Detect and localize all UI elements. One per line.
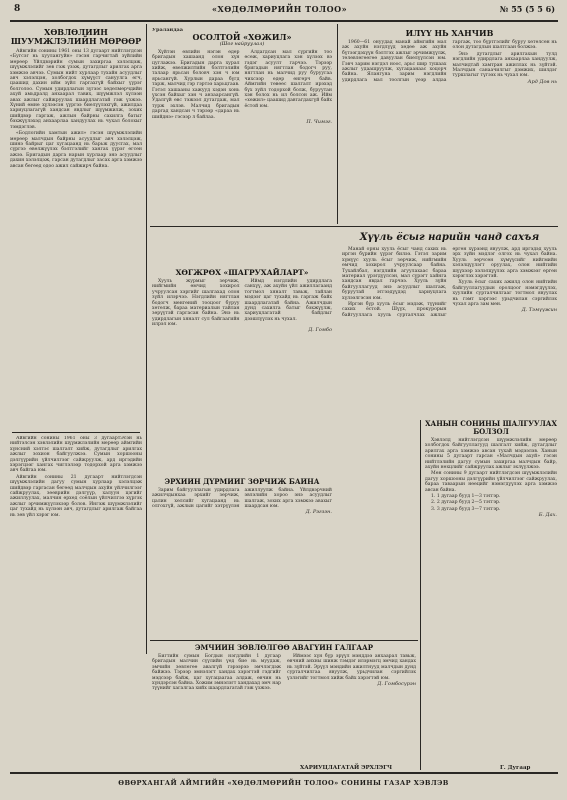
article-mid-center [152,268,332,468]
article-body: Энэ дутагдлыг арилгахын тулд нэгдлийн удирдлага анхаарлаа хандуулж, малчидтай хамтран ажиллах нь зүйтэй. Малчдын санаачилгыг дэмжих, шилдэг туршлагыг түгээх нь чухал юм. [452,51,557,79]
article-signature: Б. Дах. [538,512,557,519]
section-rule [150,640,418,641]
article-right-top [342,28,557,224]
article-body: Хууль ёсыг сахих ажилд олон нийтийн байгууллагуудын оролцоог нэмэгдүүлэх, хуулийн сурталчилгааг тогтмол явуулах нь гэмт хэргээс урьдчилан сэргийлэх чухал арга зам мөн. [452,280,557,308]
article-signature: Д. Рэгзэн. [305,509,332,516]
article-body: 1960—61 онуудад манай аймгийн мал аж ахуйн нэгдлүүд хөдөө аж ахуйн бүтээгдэхүүн бэлтгэх ажлыг эрчимжүүлж, төлөвлөгөөгөө давуулан биелүүлсэн юм. Гэвч зарим нэгдэл ноос, арьс шир тушаах ажлыг удаашруулж, хугацаанаас хоцорч байна. Ялангуяа зарим нэгдлийн удирдлага мал тоолгын үеэр алдаа гаргаж, тоо бүртгэлийг буруу хөтөлсөн нь олон дутагдлын шалтгаан болжээ. [342,40,557,83]
section-rule [12,432,140,433]
column-divider [337,24,338,224]
page-header [0,0,567,22]
article-title: ХӨВЛӨЛИЙН ШУУМЖЛЭЛИЙН МӨРӨӨР [10,28,142,46]
article-body: Хүйтэн өвлийн нэгэн өдөр бригадын хашаанд олон хүн цуглажээ. Бригадын дарга хурал хийж, өвөлжилтийн бэлтгэлийн талаар ярьсан боловч хэн ч юм ярьсангүй. Хурлын дараа бүгд тарж, малчид гэр гэртээ харьцгаав. Гэтэл хашааны хажууд хэдэн хонь үхсэн байхыг хэн ч анзаарсангүй. Удалгүй өвс тэжээл дутагдаж, мал турж эхлэв. Малчид бригадын даргад хандсан ч тэрээр «дараа нь шийднэ» гэсээр л байлаа. [152,49,240,120]
article-body: Иймд нэгдлийн удирдлага санхүү, аж ахуйн үйл ажиллагаанд тогтмол хяналт тавьж, тайлан мэдээг цаг тухайд нь гаргаж байх шаардлагатай байна. Ажилчдын дунд сахилга батыг бэхжүүлж, хариуцлагатай байдлыг дээшлүүлэх нь чухал. [244,279,332,322]
article-body: Алдагдсан мал сүргийн тоо өсөж, хариуцлага хэн хүлээх вэ гэдэг асуулт гарчээ. Тэрээр бригадын нягтлан бодогч руу, нягтлан нь малчид руу буруугаа чихсээр өдөр өнгөрч байв. Аймгийн төвөөс шалгалт ирэхэд бүх зүйл тодорхой болж, буруутан хэн болох нь ил болсон аж. Ийм «хөжил» цаашид давтагдахгүй байх ёстой юм. [244,49,332,109]
article-body: Иймээс хүн бүр эрүүл мэнддээ анхаарал тавьж, өвчний анхны шинж тэмдэг илэрмэгц эмчид хандах нь зүйтэй. Эрүүл мэндийн ажилтнууд малчдын дунд сурталчилгаа явуулж, урьдчилан сэргийлэх үзлэгийг тогтмол хийж байх хэрэгтэй юм. [287,654,416,681]
article-subtitle: (Шог найруулал) [219,41,265,48]
article-bottom-wide [152,644,416,764]
page-number: 8 [14,4,21,14]
article-mid-small [152,478,332,628]
article-body: Иргэн бүр хууль ёсыг мэдэж, түүнийг сахих ёстой. Шүүх, прокурорын байгууллага хууль сурталчлах ажлыг өргөн хүрээнд явуулж, ард иргэдэд хууль эрх зүйн мэдлэг олгох нь чухал байна. Хууль зөрчсөн хүмүүсийг нийгмийн хэлэлцүүлэгт оруулах, олон нийтийн шүүхээр хэлэлцүүлэх арга хэмжээг өргөн хэрэглэх хэрэгтэй. [342,247,557,318]
article-body: Бигтийн сумын Богдын нэгдлийн 1 дугаар бригадын малчин сүүлийн үед бие нь муудаж, эмчийн зөвлөгөө авалгүй гэрээрээ эмчлэгдэж байжээ. Тэрээр эмнэлэгт хандах хэрэгтэй гэдгийг мэдсээр байж, цаг хугацаагаа алдаж, өвчин нь хүндэрсэн байна. Хожим эмнэлэгт хандахад эмч нар түүнийг хагалгаа хийх шаардлагатай гэж үзжээ. [152,654,281,692]
article-left-top [10,28,142,428]
article-signature: Д. Гомбосүрэн [377,681,416,688]
article-title: ХАНЫН СОНИНЫ ШАЛГУУЛАХ БОЛЗОЛ [425,420,557,436]
article-body: Айвгийн сонины 1961 оны 13 дугаарт нийтлэгдсэн «Бугсэг нь хуулангуйн» гэсэн гарчигтай зүйлийн мөрөөр Үйлдвэрийн сумын захиргаа хэлэлцэж, шүүмжлэлийг зөв гэж үзэж, дутагдлыг арилгах арга хэмжээ авчээ. Сумын нийт хурлаар тухайн асуудлыг авч хэлэлцэн, холбогдох хүмүүст сануулга өгч, цаашид дахин ийм зүйл гаргахгүй байхыг үүрэг болголоо. Сумын удирдлагын зүгээс хөдөлмөрчдийн ахуй амьдралд анхаарал тавих, шүүмжлэл хүлээн авах ажлыг сайжруулах шаардлагатай гэж үзжээ. Хүний өмнө хүлээсэн үүргээ биелүүлэхгүй, ажилдаа хариуцлагагүй хандсан явдлыг шүүмжилж, зохих шийдвэр гаргаж, ажлын байрны сахилга батыг бэхжүүлэхэд анхаарлаа хандуулах нь чухал болохыг тэмдэглэв. [10,49,142,130]
article-body: Манай орны хууль ёсыг чанд сахих нь иргэн бүрийн үүрэг билээ. Гэтэл зарим хүмүүс хууль ёсыг зөрчиж, нийгмийн өмчид хохирол учруулсаар байна. Тухайлбал, нэгдлийн агуулахаас бараа материал үрэгдүүлсэн, мал сүрэгт хайнга хандсан явдал гарчээ. Хууль зүйн байгууллагууд энэ асуудлыг шалгаж, буруутай этгээдүүдэд хариуцлага хүлээлгэсэн юм. [342,247,447,301]
article-title: ОСОЛТОЙ «ХӨЖИЛ» [192,32,292,43]
article-title: ИЛҮҮ НЬ ХАНЧИВ [405,28,494,38]
article-body: Мөн сонины 9 дугаарт нийтлэгдсэн шүүмжлэлийн дагуу хоршооны дэлгүүрийн үйлчилгээг сайжруулах, бараа таваарын нөөцийг нэмэгдүүлэх арга хэмжээ авсан байна. [425,471,557,493]
article-signature: Ард Дов нь [527,78,557,85]
article-body: «Бодлогийн хамтын ажил» гэсэн шүүмжлэлийн мөрөөр малчдын байрны асуудлыг авч хэлэлцэж, шинэ байрыг цаг хугацаанд нь барьж дуусгах, мал сүргээ өвөлжүүлэх бэлтгэлийг хангах үүрэг өгсөн ажээ. Бригадын дарга нарын хурлаар энэ асуудлыг дахин хэлэлцэж, гарсан дутагдлыг засах арга хэмжээ авсан бөгөөд одоо ажил сайжирч байна. [10,131,142,169]
article-list-item: 1. 1 дугаар бууд 1—3 тэтгэр. [431,494,501,500]
article-list-item: 2. 2 дугаар бууд 2—5 тэтгэр. [431,500,501,506]
article-signature: Д. Гомбо [308,326,332,333]
article-right-bottom [425,420,557,765]
header-rule [10,20,558,22]
article-title: ХӨГЖРӨХ «ШАГРУХАЙЛАРТ» [175,268,309,277]
article-body: Айвгийн сонины 1961 оны 3 дугаартЭсэн нь нийтэлсэн хэвлэлийн шүүмжлэлийн мөрөөр аймгийн хүнсний хэлтэс шалгалт хийж, дутагдлыг арилгах ажлыг зохион байгуулжээ. Сумын хоршооны дэлгүүрийн үйлчилгээг сайжруулж, ард иргэдийн хэрэгцээг хангах чиглэлээр тодорхой арга хэмжээ авч байгаа юм. [10,436,142,474]
issue-number: № 55 (5 5 6) [499,4,555,14]
article-body: Хэвлэлд нийтлэгдсэн шүүмжлэлийн мөрөөр холбогдох байгууллагууд шалгалт хийж, дутагдлыг арилгах арга хэмжээ авсан тухай мэдээлэв. Ханын сонины 5 дугаарт гарсан «Малчдын ахуй» гэсэн нийтлэлийн дагуу сумын захиргаа малчдын байр, ахуйн нөхцлийг сайжруулах ажлыг эхлүүлжээ. [425,438,557,471]
article-right-main [342,232,557,412]
editor-label: ХАРИУЦЛАГАТАЙ ЭРХЛЭГЧ [300,765,392,771]
article-body: Хууль журмыг зөрчиж, нийгмийн өмчид хохирол учруулсан хэргийг шалгахад олон зүйл илэрчээ. Нэгдлийн нягтлан бодогч мөнгөний тооцоог буруу хөтөлж, бараа материалын тайлан зөрүүтэй гаргасан байна. Энэ нь удирдлагын хяналт сул байгаагийн илрэл юм. [152,279,240,328]
paper-title: «ХӨДӨЛМӨРИЙН ТОЛОО» [212,4,348,14]
article-signature: Д. Тэмүүжин [521,307,557,314]
article-list-item: 3. 3 дугаар бууд 3—7 тэтгэр. [431,506,501,512]
column-divider [146,24,147,654]
article-body: Айвгийн сонины 21 дугаарт нийтлэгдсэн шүүмжлэлийн дагуу сумын хурлаар хэлэлцэж шийдвэр гаргасан бөгөөд малчдын ахуйн үйлчилгээг сайжруулах, зөөврийн дэлгүүр, халуун цэгийг ажиллуулах, малчин өрхөд соёлын үйлчилгээ хүргэх ажлыг эрчимжүүлэхээр болов. Ингэж шүүмжлэлийг цаг тухайд нь хүлээн авч, дутагдлыг арилгаж байгаа нь зөв үйл хэрэг юм. [10,474,142,518]
article-title: Хүүль ёсыг нарийн чанд сахъя [359,232,540,243]
article-signature: П. Чимэг. [306,119,332,126]
article-title: ЭРХИЙН ДҮРМИЙГ ЗӨРЧИЖ БАЙНА [164,478,320,486]
article-kicker: Ураландаа [152,28,184,33]
page-footer: ӨВӨРХАНГАЙ АЙМГИЙН «ХӨДӨЛМӨРИЙН ТОЛОО» СОНИНЫ ГАЗАР ХЭВЛЭВ [118,779,449,787]
section-rule [150,226,558,227]
article-body: Зарим байгууллагын удирдлага ажилчдынхаа эрхийг зөрчиж, цалин хөлсийг хугацаанд нь олгохгүй, ажлын цагийг хэтрүүлэн ажиллуулж байна. Үйлдвэрчний эвлэлийн хороо энэ асуудлыг шалгаж, зохих арга хэмжээ авахыг шаардсан юм. [152,488,332,510]
article-left-bottom [10,436,142,766]
column-divider [420,420,421,770]
article-title: ЭМЧИЙН ЗӨВЛӨЛГӨӨ АВАГҮЙН ГАЛГААР [194,644,374,652]
article-mid-top [152,28,332,264]
editor-name: Г. Дугаар [500,765,531,771]
